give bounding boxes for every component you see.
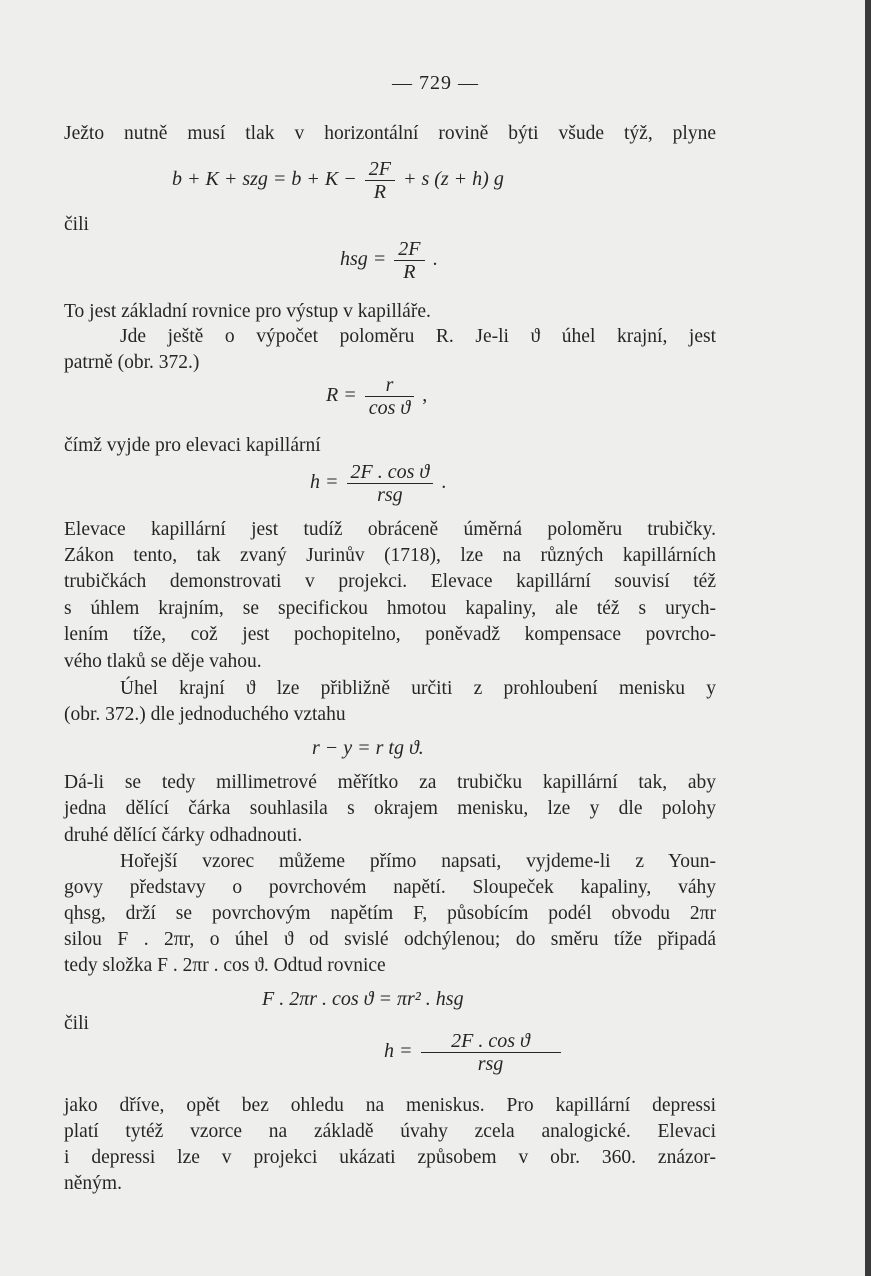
fraction xyxy=(365,374,414,419)
text-line: To jest základní rovnice pro výstup v kapilláře. xyxy=(64,301,431,322)
text-line: Úhel krajní ϑ lze přibližně určiti z prohloubení menisku y xyxy=(120,678,716,699)
text-line: i depressi lze v projekci ukázati způsobem v obr. 360. znázor- xyxy=(64,1147,716,1168)
text-line: silou F . 2πr, o úhel ϑ od svislé odchýlenou; do směru tíže připadá xyxy=(64,929,716,950)
fraction-numerator: 2F xyxy=(394,238,424,261)
equation-elevation-repeat xyxy=(384,1030,564,1075)
text-line: (obr. 372.) dle jednoduchého vztahu xyxy=(64,704,346,725)
text-line: qhsg, drží se povrchovým napětím F, působícím podél obvodu 2πr xyxy=(64,903,716,924)
text-line: Dá-li se tedy millimetrové měřítko za trubičku kapillární tak, aby xyxy=(64,772,716,793)
text-line: trubičkách demonstrovati v projekci. Elevace kapillární souvisí též xyxy=(64,571,716,592)
equation-part: + s (z + h) g xyxy=(402,168,504,191)
page-edge-shadow xyxy=(865,0,871,1276)
text-line: jedna dělící čárka souhlasila s okrajem menisku, lze y dle polohy xyxy=(64,798,716,819)
equation-hsg xyxy=(340,238,438,283)
equation-part: b + K + szg = b + K − xyxy=(172,168,357,191)
text-line: Jde ještě o výpočet poloměru R. Je-li ϑ úhel krajní, jest xyxy=(120,326,716,347)
equation-part: h = xyxy=(384,1040,413,1063)
text-line: Elevace kapillární jest tudíž obráceně úměrná poloměru trubičky. xyxy=(64,519,716,540)
text-line: druhé dělící čárky odhadnouti. xyxy=(64,825,303,846)
text-line: Hořejší vzorec můžeme přímo napsati, vyjdeme-li z Youn- xyxy=(120,851,716,872)
text-line: govy představy o povrchovém napětí. Sloupeček kapaliny, váhy xyxy=(64,877,716,898)
fraction-numerator: 2F . cos ϑ xyxy=(347,461,434,484)
text-line: lením tíže, což jest pochopitelno, poněvadž kompensace povrcho- xyxy=(64,624,716,645)
equation-part: . xyxy=(432,248,438,271)
text-label: čili xyxy=(64,1013,89,1034)
equation-meniscus: r − y = r tg ϑ. xyxy=(312,737,424,759)
equation-elevation xyxy=(310,461,446,506)
fraction-numerator: 2F . cos ϑ xyxy=(421,1030,561,1053)
text-line: s úhlem krajním, se specifickou hmotou kapaliny, ale též s urych- xyxy=(64,598,716,619)
fraction-numerator: 2F xyxy=(365,158,395,181)
fraction xyxy=(421,1030,561,1075)
equation-part: , xyxy=(422,384,428,407)
equation-force-balance: F . 2πr . cos ϑ = πr² . hsg xyxy=(262,988,464,1010)
text-line: patrně (obr. 372.) xyxy=(64,352,200,373)
equation-radius xyxy=(326,374,427,419)
text-line: Ježto nutně musí tlak v horizontální rovině býti všude týž, plyne xyxy=(64,123,716,144)
text-line: čímž vyjde pro elevaci kapillární xyxy=(64,435,321,456)
text-line: Zákon tento, tak zvaný Jurinův (1718), lze na různých kapillárních xyxy=(64,545,716,566)
fraction-numerator: r xyxy=(365,374,414,397)
fraction-denominator: rsg xyxy=(477,1053,504,1075)
equation-part: hsg = xyxy=(340,248,387,271)
fraction-denominator: cos ϑ xyxy=(368,397,411,419)
equation-part: R = xyxy=(326,384,357,407)
fraction-denominator: R xyxy=(403,261,416,283)
text-line: něným. xyxy=(64,1173,122,1194)
fraction xyxy=(347,461,434,506)
equation-part: h = xyxy=(310,471,339,494)
page-number: — 729 — xyxy=(392,72,479,94)
text-line: tedy složka F . 2πr . cos ϑ. Odtud rovnice xyxy=(64,955,386,976)
text-line: jako dříve, opět bez ohledu na meniskus. Pro kapillární depressi xyxy=(64,1095,716,1116)
fraction xyxy=(394,238,424,283)
text-line: platí tytéž vzorce na základě úvahy zcela analogické. Elevaci xyxy=(64,1121,716,1142)
text-label: čili xyxy=(64,214,89,235)
fraction-denominator: R xyxy=(373,181,386,203)
fraction xyxy=(365,158,395,203)
fraction-denominator: rsg xyxy=(377,484,403,506)
equation-pressure-balance xyxy=(172,158,504,203)
equation-part: . xyxy=(441,471,447,494)
text-line: vého tlaků se děje vahou. xyxy=(64,651,262,672)
